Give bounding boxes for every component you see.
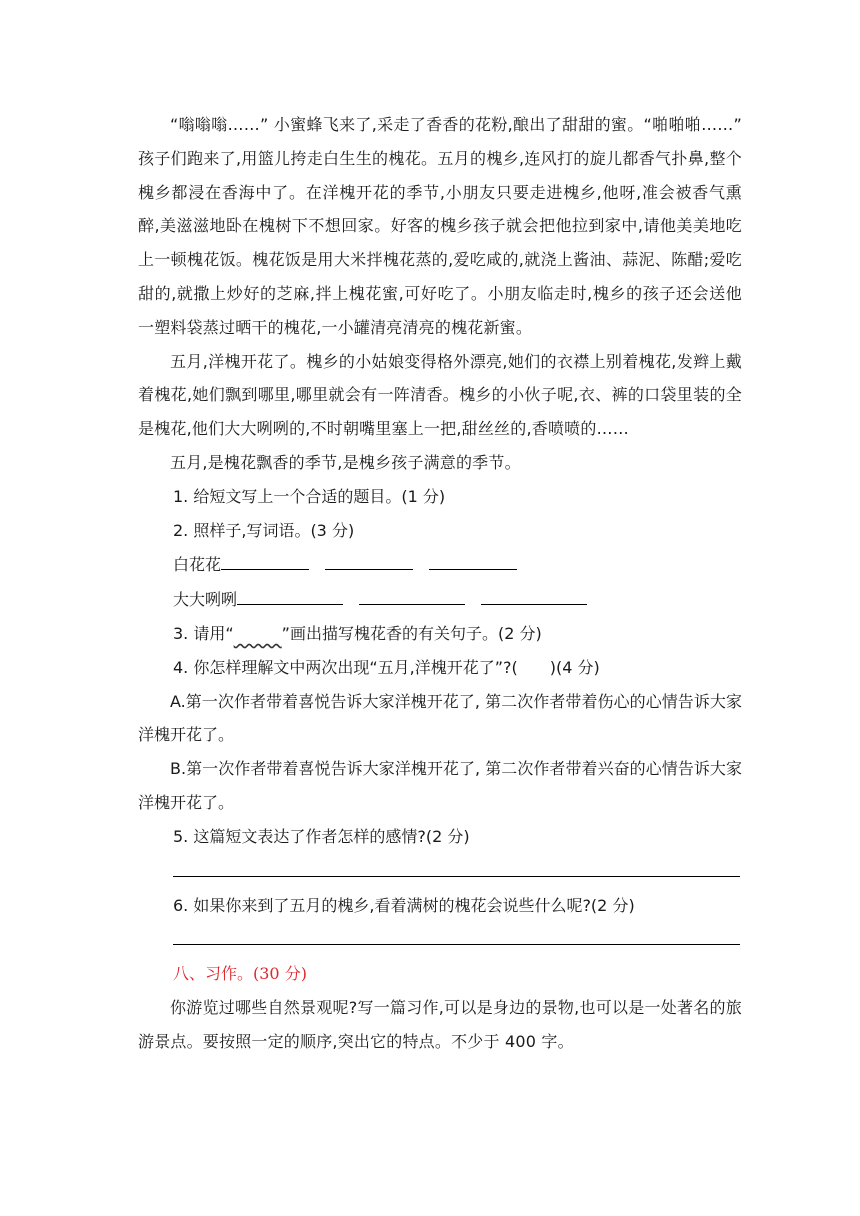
passage-paragraph-2: 五月,洋槐开花了。槐乡的小姑娘变得格外漂亮,她们的衣襟上别着槐花,发辫上戴着槐花,她们飘到哪里,哪里就会有一阵清香。槐乡的小伙子呢,衣、裤的口袋里装的全是槐花,他们大大咧咧的,不时朝嘴里塞上一把,甜丝丝的,香喷喷的…… (138, 351, 742, 439)
answer-blank[interactable] (429, 547, 517, 570)
question-6: 6. 如果你来到了五月的槐乡,看着满树的槐花会说些什么呢?(2 分) (173, 895, 635, 915)
question-2-row-1 (138, 547, 742, 582)
answer-blank[interactable] (237, 582, 343, 605)
section-8-prompt: 你游览过哪些自然景观呢?写一篇习作,可以是身边的景物,也可以是一处著名的旅游景点。要按照一定的顺序,突出它的特点。不少于 400 字。 (138, 998, 742, 1051)
answer-blank[interactable] (481, 582, 587, 605)
question-2-row-2 (138, 582, 742, 617)
answer-line-5[interactable] (173, 854, 740, 877)
question-4-option-a: A.第一次作者带着喜悦告诉大家洋槐开花了, 第二次作者带着伤心的心情告诉大家洋槐开花了。 (138, 691, 742, 745)
question-3-prefix: 3. 请用“ (173, 623, 234, 643)
question-4-option-b: B.第一次作者带着喜悦告诉大家洋槐开花了, 第二次作者带着兴奋的心情告诉大家洋槐开花了。 (138, 759, 742, 812)
question-3 (138, 617, 742, 651)
question-1: 1. 给短文写上一个合适的题目。(1 分) (173, 486, 446, 506)
question-2-example-2: 大大咧咧 (173, 590, 238, 610)
answer-line-6[interactable] (173, 922, 740, 945)
question-5: 5. 这篇短文表达了作者怎样的感情?(2 分) (173, 826, 470, 846)
answer-blank[interactable] (221, 547, 309, 570)
question-3-suffix: ”画出描写槐花香的有关句子。(2 分) (281, 623, 542, 643)
question-4: 4. 你怎样理解文中两次出现“五月,洋槐开花了”?( )(4 分) (173, 657, 600, 677)
section-8-title: 八、习作。(30 分) (173, 964, 307, 984)
answer-blank[interactable] (359, 582, 465, 605)
wavy-underline-mark (234, 624, 282, 643)
exam-content (138, 108, 742, 1059)
question-2-example-1: 白花花 (173, 555, 222, 575)
answer-blank[interactable] (325, 547, 413, 570)
passage-paragraph-3: 五月,是槐花飘香的季节,是槐乡孩子满意的季节。 (170, 452, 521, 472)
passage-paragraph-1: “嗡嗡嗡……” 小蜜蜂飞来了,采走了香香的花粉,酿出了甜甜的蜜。“啪啪啪……” 孩子们跑来了,用篮儿挎走白生生的槐花。五月的槐乡,连风打的旋儿都香气扑鼻,整个槐乡都浸在香海中了。在洋槐开花的季节,小朋友只要走进槐乡,他呀,准会被香气熏醉,美滋滋地卧在槐树下不想回家。好客的槐乡孩子就会把他拉到家中,请他美美地吃上一顿槐花饭。槐花饭是用大米拌槐花蒸的,爱吃咸的,就浇上酱油、蒜泥、陈醋;爱吃甜的,就撒上炒好的芝麻,拌上槐花蜜,可好吃了。小朋友临走时,槐乡的孩子还会送他一塑料袋蒸过晒干的槐花,一小罐清亮清亮的槐花新蜜。 (138, 115, 742, 337)
question-2: 2. 照样子,写词语。(3 分) (173, 520, 355, 540)
